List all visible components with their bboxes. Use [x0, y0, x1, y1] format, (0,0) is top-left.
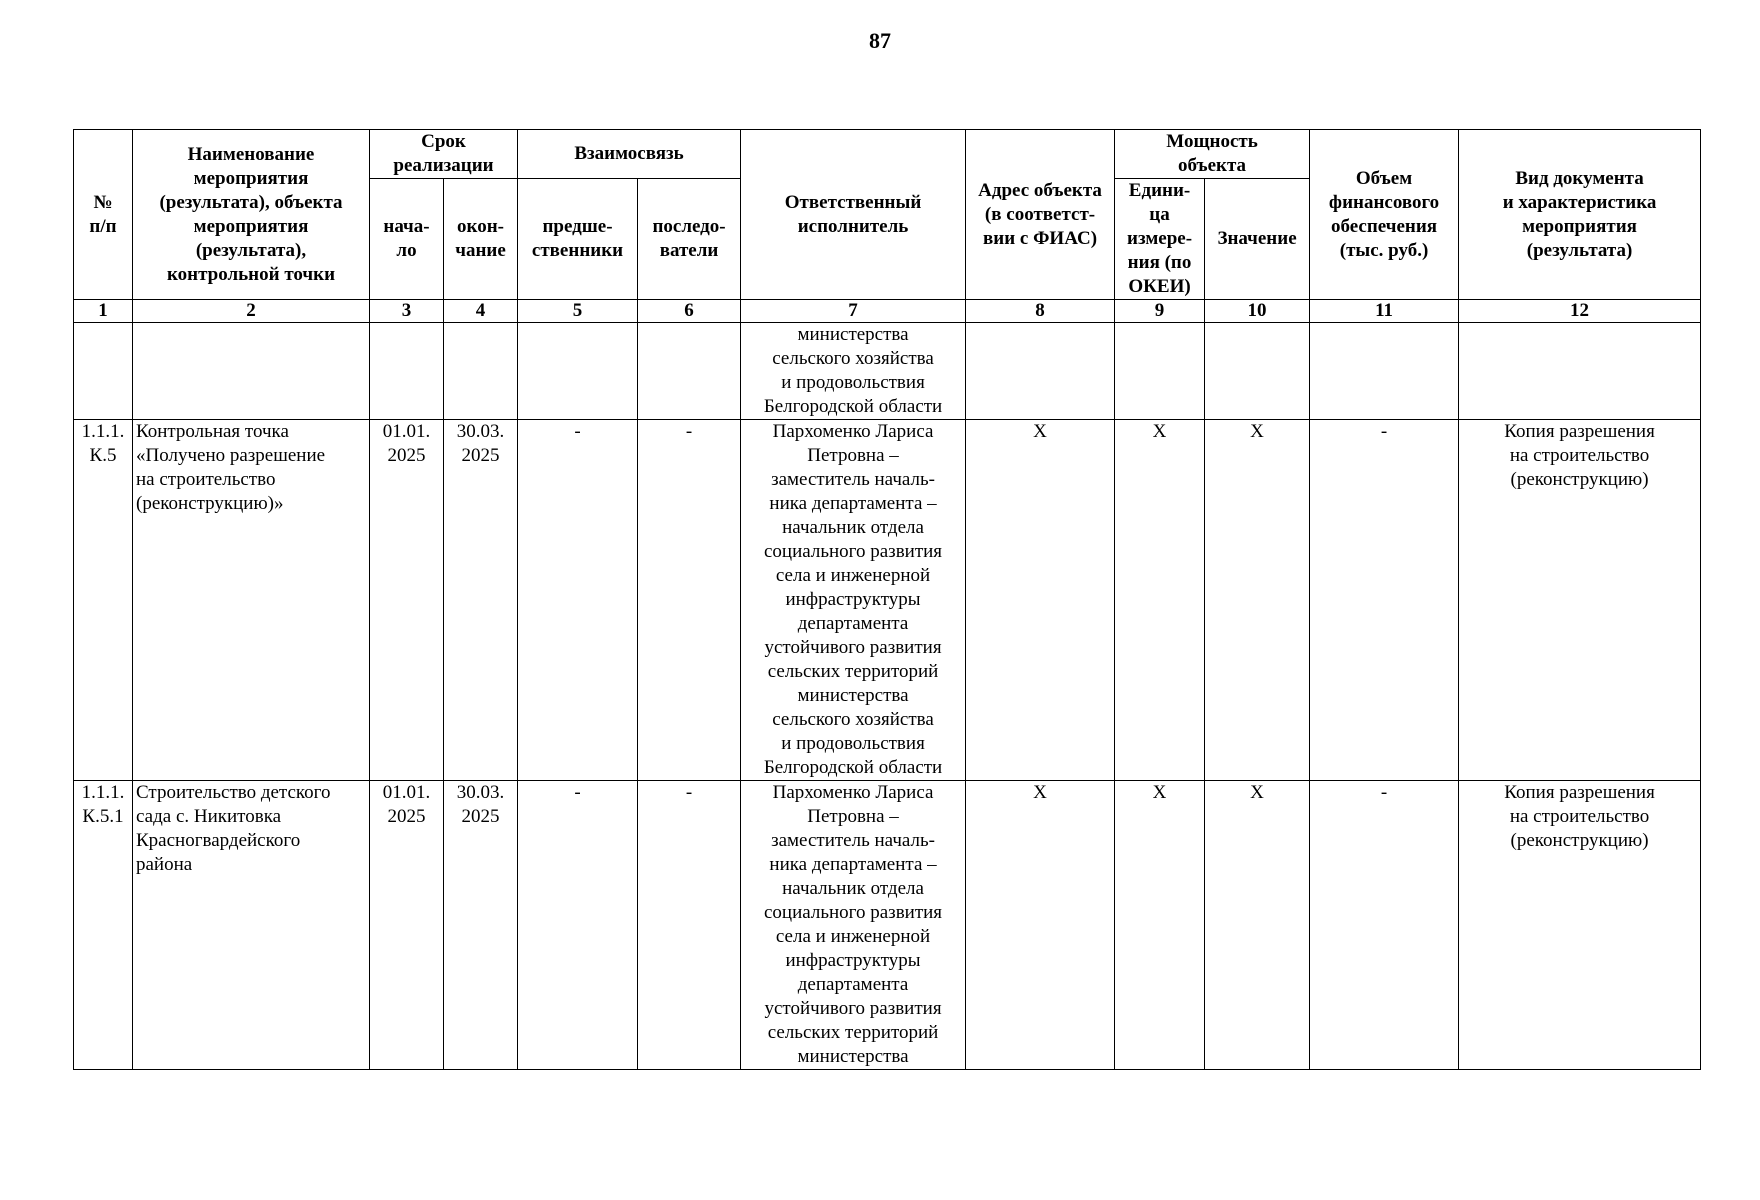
header-doc-type: Вид документа и характеристика мероприятия (результата): [1459, 130, 1701, 300]
table-row: [74, 323, 1701, 420]
cell-financing: -: [1310, 781, 1459, 1070]
column-number: 12: [1459, 300, 1701, 323]
schedule-table: [73, 129, 1701, 1070]
cell-address: Х: [966, 420, 1115, 781]
column-number: 8: [966, 300, 1115, 323]
header-link-group: Взаимосвязь: [518, 130, 741, 179]
header-address: Адрес объекта (в соответст- вии с ФИАС): [966, 130, 1115, 300]
cell-next: -: [638, 781, 741, 1070]
header-num: № п/п: [74, 130, 133, 300]
cell-num: [74, 323, 133, 420]
cell-responsible: министерства сельского хозяйства и продовольствия Белгородской области: [741, 323, 966, 420]
header-link-prev: предше- ственники: [518, 179, 638, 300]
header-capacity-value: Значение: [1205, 179, 1310, 300]
cell-doc: [1459, 323, 1701, 420]
cell-value: [1205, 323, 1310, 420]
cell-unit: [1115, 323, 1205, 420]
cell-num: 1.1.1. К.5.1: [74, 781, 133, 1070]
table-header: [74, 130, 1701, 323]
column-number: 7: [741, 300, 966, 323]
page-number: 87: [869, 28, 891, 53]
cell-value: Х: [1205, 420, 1310, 781]
cell-next: -: [638, 420, 741, 781]
header-term-group: Срок реализации: [370, 130, 518, 179]
column-number: 3: [370, 300, 444, 323]
cell-value: Х: [1205, 781, 1310, 1070]
header-name: Наименование мероприятия (результата), объекта мероприятия (результата), контрольной точки: [133, 130, 370, 300]
cell-address: Х: [966, 781, 1115, 1070]
cell-name: Строительство детского сада с. Никитовка Красногвардейского района: [133, 781, 370, 1070]
column-number: 9: [1115, 300, 1205, 323]
header-link-next: последо- ватели: [638, 179, 741, 300]
cell-name: Контрольная точка «Получено разрешение на строительство (реконструкцию)»: [133, 420, 370, 781]
column-number: 5: [518, 300, 638, 323]
cell-address: [966, 323, 1115, 420]
header-term-start: нача- ло: [370, 179, 444, 300]
cell-next: [638, 323, 741, 420]
header-term-end: окон- чание: [444, 179, 518, 300]
cell-doc: Копия разрешения на строительство (реконструкцию): [1459, 781, 1701, 1070]
cell-responsible: Пархоменко Лариса Петровна – заместитель началь- ника департамента – начальник отдела социального развития села и инженерной инфраструктуры департамента устойчивого развития сельских территорий министерства сельского хозяйства и продовольствия Белгородской области: [741, 420, 966, 781]
cell-responsible: Пархоменко Лариса Петровна – заместитель началь- ника департамента – начальник отдела социального развития села и инженерной инфраструктуры департамента устойчивого развития сельских территорий министерства: [741, 781, 966, 1070]
column-number: 2: [133, 300, 370, 323]
column-number: 10: [1205, 300, 1310, 323]
cell-unit: Х: [1115, 420, 1205, 781]
header-capacity-unit: Едини- ца измере- ния (по ОКЕИ): [1115, 179, 1205, 300]
cell-unit: Х: [1115, 781, 1205, 1070]
column-number: 11: [1310, 300, 1459, 323]
column-number: 4: [444, 300, 518, 323]
cell-prev: -: [518, 781, 638, 1070]
cell-prev: [518, 323, 638, 420]
cell-prev: -: [518, 420, 638, 781]
cell-end: 30.03. 2025: [444, 420, 518, 781]
cell-end: [444, 323, 518, 420]
cell-name: [133, 323, 370, 420]
column-number: 6: [638, 300, 741, 323]
cell-start: 01.01. 2025: [370, 781, 444, 1070]
table-body: [74, 323, 1701, 1070]
header-capacity-group: Мощность объекта: [1115, 130, 1310, 179]
cell-financing: [1310, 323, 1459, 420]
cell-num: 1.1.1. К.5: [74, 420, 133, 781]
cell-start: 01.01. 2025: [370, 420, 444, 781]
header-responsible: Ответственный исполнитель: [741, 130, 966, 300]
cell-doc: Копия разрешения на строительство (реконструкцию): [1459, 420, 1701, 781]
header-financing: Объем финансового обеспечения (тыс. руб.): [1310, 130, 1459, 300]
table-row: [74, 781, 1701, 1070]
cell-end: 30.03. 2025: [444, 781, 518, 1070]
cell-financing: -: [1310, 420, 1459, 781]
column-number: 1: [74, 300, 133, 323]
table-row: [74, 420, 1701, 781]
cell-start: [370, 323, 444, 420]
